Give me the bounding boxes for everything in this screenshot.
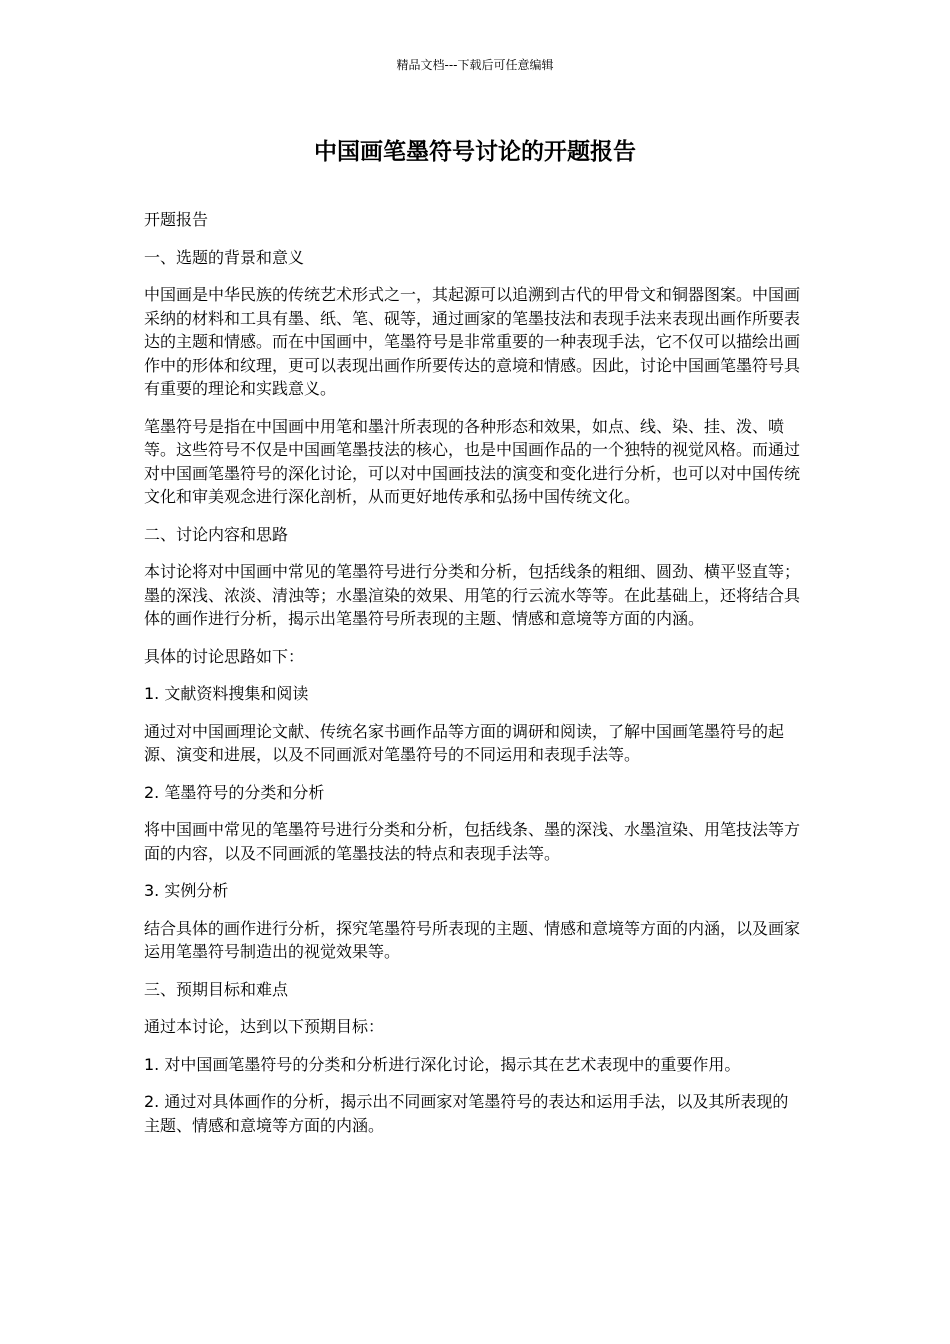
paragraph: 通过对中国画理论文献、传统名家书画作品等方面的调研和阅读，了解中国画笔墨符号的起源、演变和进展，以及不同画派对笔墨符号的不同运用和表现手法等。 — [144, 721, 785, 764]
paragraph: 开题报告 — [144, 210, 209, 229]
list-item: 2. 通过对具体画作的分析，揭示出不同画家对笔墨符号的表达和运用手法，以及其所表现的主题、情感和意境等方面的内涵。 — [144, 1092, 789, 1135]
list-item: 1. 对中国画笔墨符号的分类和分析进行深化讨论，揭示其在艺术表现中的重要作用。 — [144, 1054, 741, 1074]
section-heading: 一、选题的背景和意义 — [144, 247, 305, 267]
paragraph: 本讨论将对中国画中常见的笔墨符号进行分类和分析，包括线条的粗细、圆劲、横平竖直等；墨的深浅、浓淡、清浊等；水墨渲染的效果、用笔的行云流水等等。在此基础上，还将结合具体的画作进行分析，揭示出笔墨符号所表现的主题、情感和意境等方面的内涵。 — [144, 562, 801, 628]
document-title: 中国画笔墨符号讨论的开题报告 — [314, 139, 636, 165]
paragraph: 通过本讨论，达到以下预期目标： — [144, 1017, 385, 1036]
list-item-heading: 1. 文献资料搜集和阅读 — [144, 684, 309, 703]
paragraph: 结合具体的画作进行分析，探究笔墨符号所表现的主题、情感和意境等方面的内涵，以及画家运用笔墨符号制造出的视觉效果等。 — [144, 918, 801, 961]
document-body — [144, 208, 804, 1151]
section-heading: 二、讨论内容和思路 — [144, 524, 289, 544]
paragraph: 具体的讨论思路如下： — [144, 646, 305, 666]
list-item-heading: 2. 笔墨符号的分类和分析 — [144, 782, 325, 802]
list-item-heading: 3. 实例分析 — [144, 881, 229, 900]
page-header: 精品文档---下载后可任意编辑 — [396, 58, 554, 72]
paragraph: 将中国画中常见的笔墨符号进行分类和分析，包括线条、墨的深浅、水墨渲染、用笔技法等方面的内容，以及不同画派的笔墨技法的特点和表现手法等。 — [144, 820, 801, 863]
section-heading: 三、预期目标和难点 — [144, 979, 289, 999]
paragraph: 中国画是中华民族的传统艺术形式之一，其起源可以追溯到古代的甲骨文和铜器图案。中国画采纳的材料和工具有墨、纸、笔、砚等，通过画家的笔墨技法和表现手法来表现出画作所要表达的主题和情感。而在中国画中，笔墨符号是非常重要的一种表现手法，它不仅可以描绘出画作中的形体和纹理，更可以表现出画作所要传达的意境和情感。因此，讨论中国画笔墨符号具有重要的理论和实践意义。 — [144, 285, 801, 398]
paragraph: 笔墨符号是指在中国画中用笔和墨汁所表现的各种形态和效果，如点、线、染、挂、泼、喷等。这些符号不仅是中国画笔墨技法的核心，也是中国画作品的一个独特的视觉风格。而通过对中国画笔墨符号的深化讨论，可以对中国画技法的演变和变化进行分析，也可以对中国传统文化和审美观念进行深化剖析，从而更好地传承和弘扬中国传统文化。 — [144, 416, 801, 506]
